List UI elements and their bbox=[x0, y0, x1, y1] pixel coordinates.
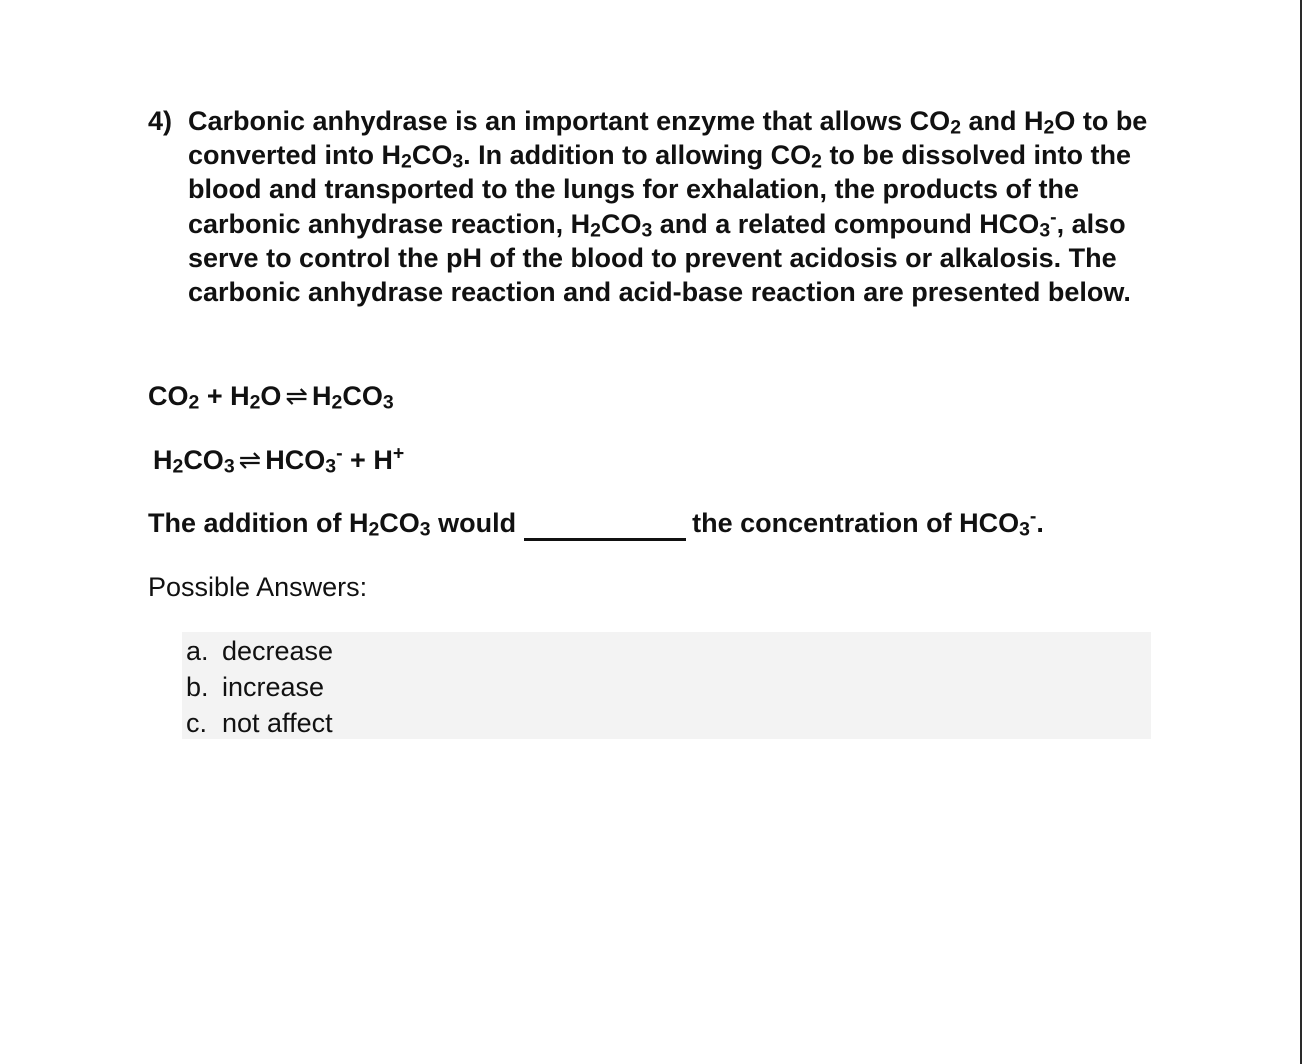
question-number: 4) bbox=[148, 106, 173, 136]
answer-letter: a. bbox=[186, 636, 209, 666]
answer-list bbox=[182, 632, 1151, 741]
answer-letter: b. bbox=[186, 672, 209, 702]
question-block bbox=[148, 104, 1158, 309]
answer-text: not affect bbox=[222, 708, 333, 738]
answer-letter: c. bbox=[186, 708, 208, 738]
fill-in-blank-sentence: The addition of H2CO3 would the concentration of HCO3-. bbox=[148, 505, 1044, 541]
equation-acid-base: H2CO3 ⇌ HCO3- + H+ bbox=[153, 442, 405, 478]
answer-option-a[interactable] bbox=[182, 633, 1151, 669]
answer-option-b[interactable] bbox=[182, 669, 1151, 705]
answer-option-c[interactable] bbox=[182, 705, 1151, 741]
possible-answers-heading: Possible Answers: bbox=[148, 572, 368, 602]
answer-text: decrease bbox=[222, 636, 334, 666]
equilibrium-arrow-icon: ⇌ bbox=[238, 445, 262, 475]
question-text: Carbonic anhydrase is an important enzyme that allows CO2 and H2O to be converted into H2CO3. In addition to allowing CO2 to be dissolved into the blood and transported to the lungs for exhalation, the products of the carbonic anhydrase reaction, H2CO3 and a related compound HCO3-, also serve to control the pH of the blood to prevent acidosis or alkalosis. The carbonic anhydrase reaction and acid-base reaction are presented below. bbox=[188, 106, 1148, 308]
answer-options-box bbox=[182, 632, 1151, 739]
equation-carbonic-anhydrase: CO2 + H2O ⇌ H2CO3 bbox=[148, 381, 394, 414]
answer-blank bbox=[524, 508, 686, 541]
answer-text: increase bbox=[222, 672, 325, 702]
equilibrium-arrow-icon: ⇌ bbox=[285, 381, 309, 411]
